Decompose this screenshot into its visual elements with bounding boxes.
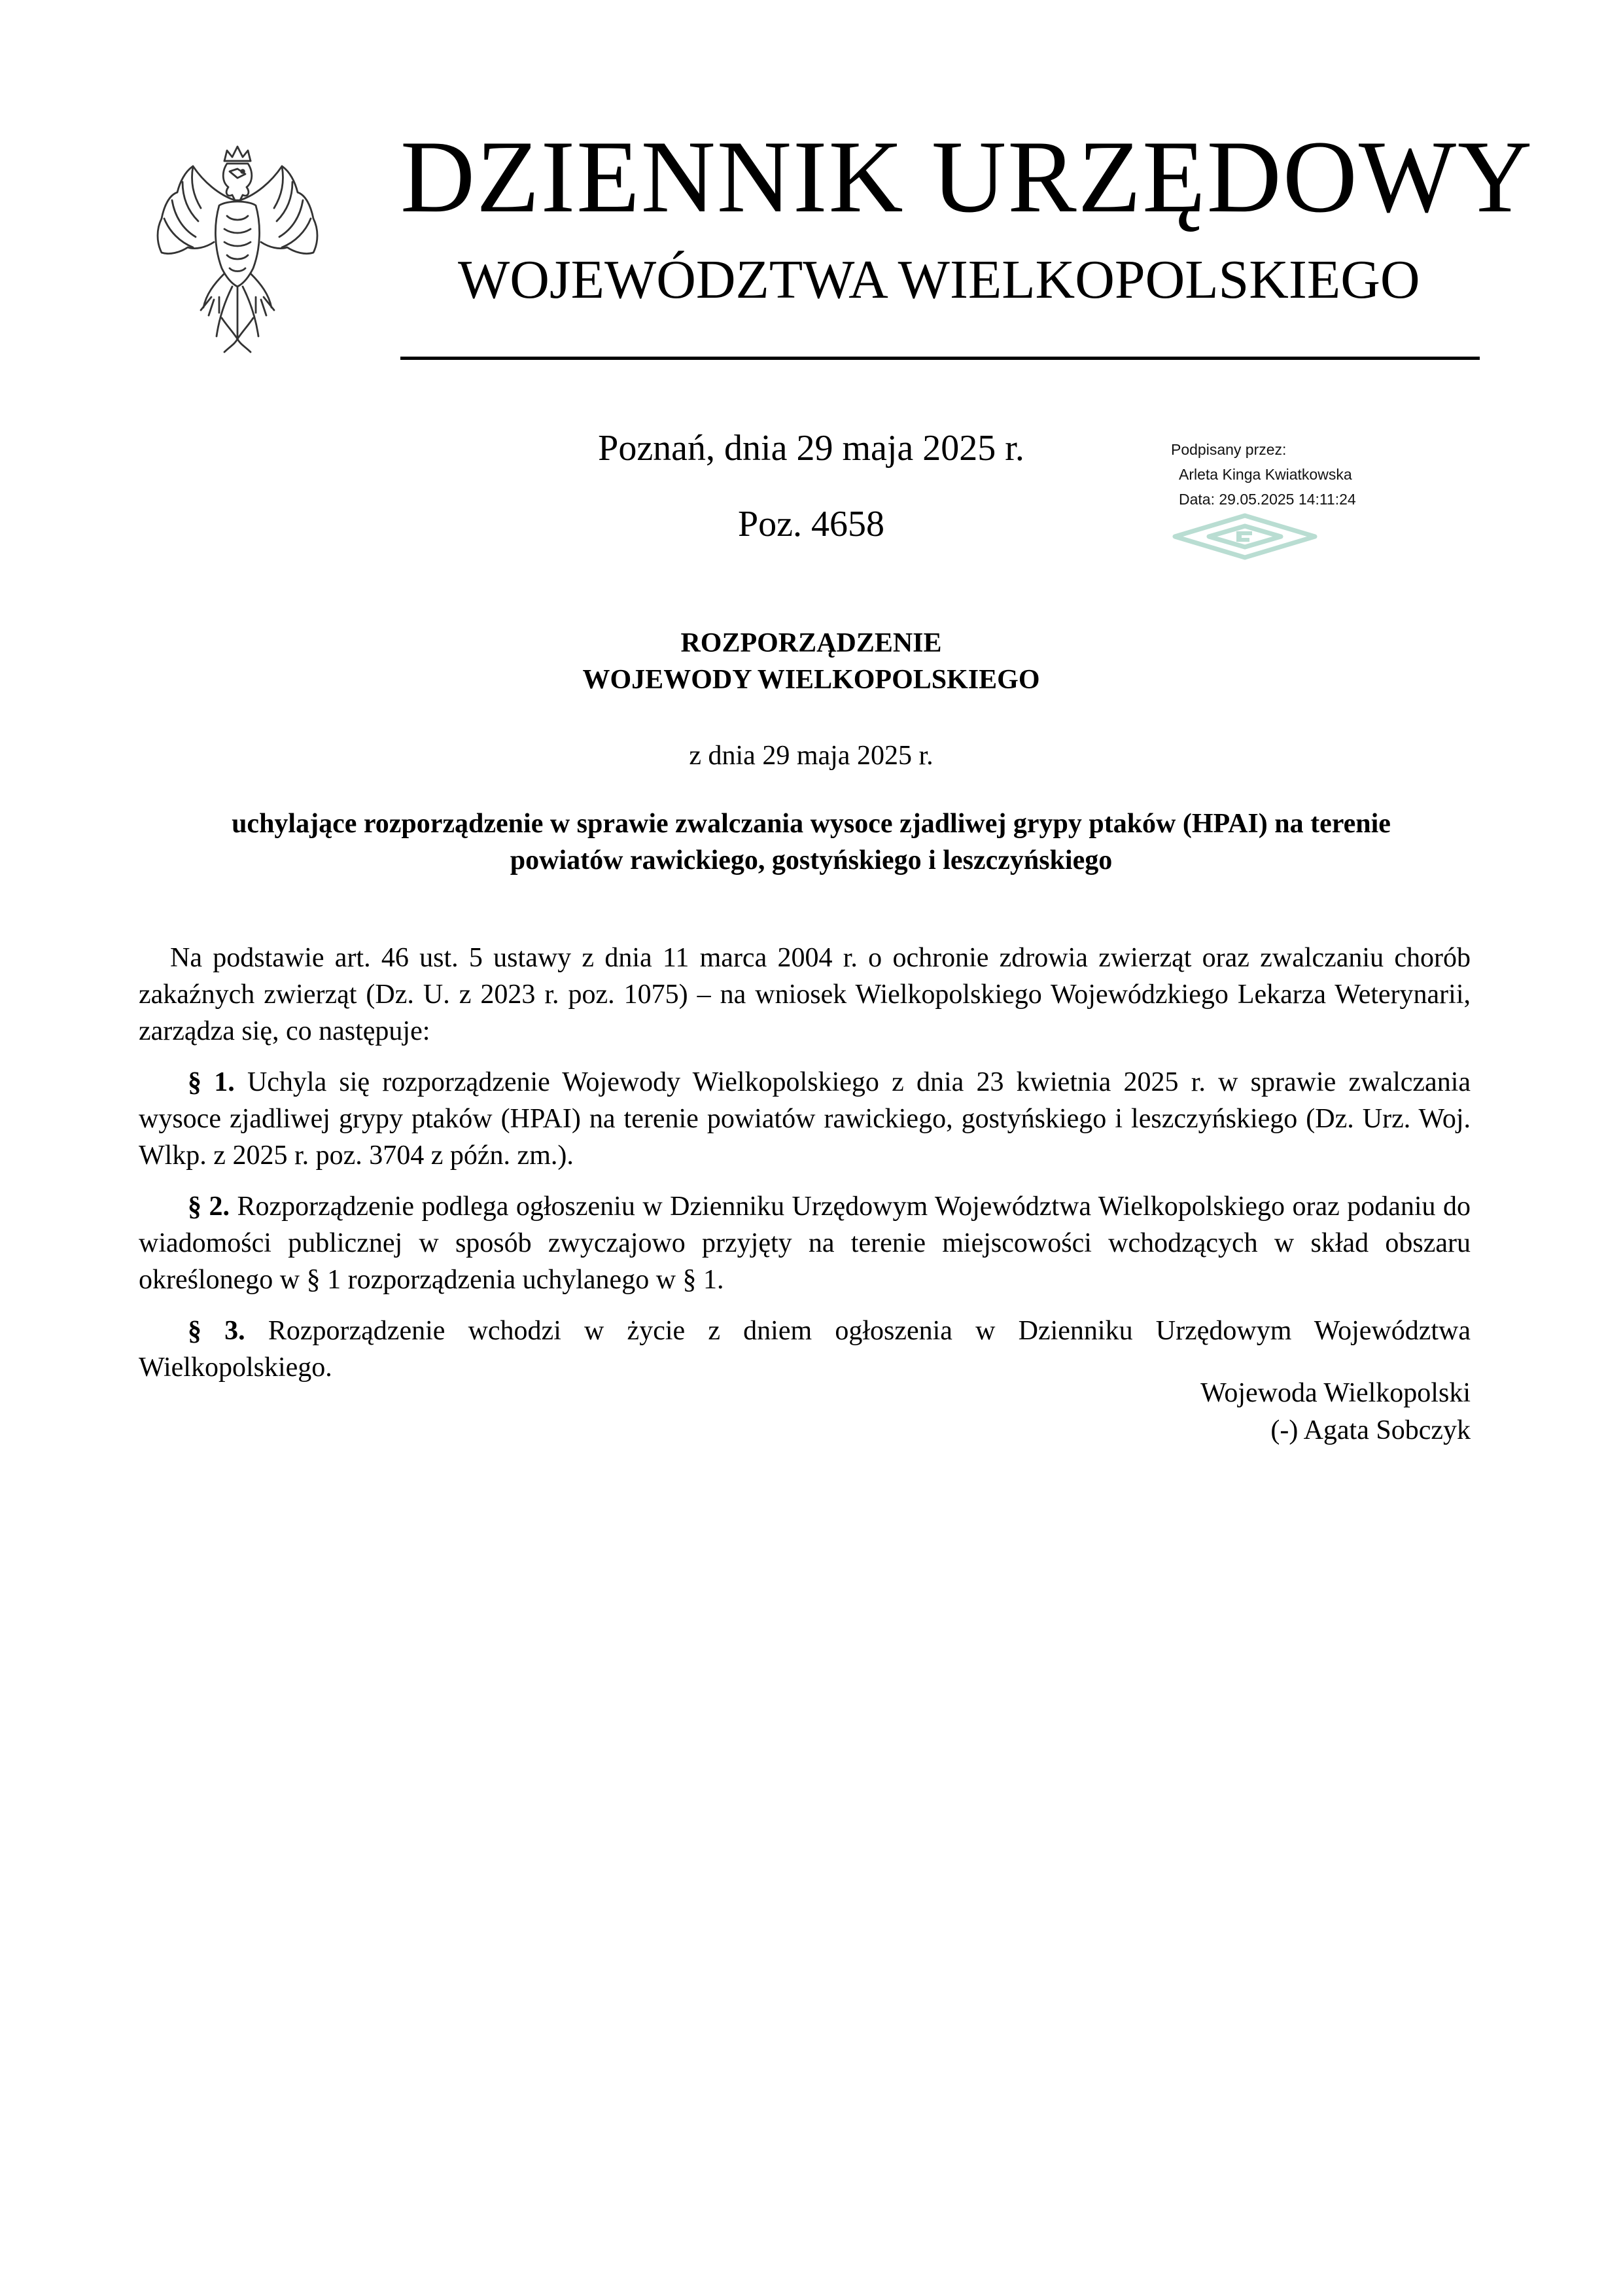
masthead-divider — [400, 357, 1480, 360]
issue-place-date: Poznań, dnia 29 maja 2025 r. — [598, 428, 1024, 468]
signature-signer: Arleta Kinga Kwiatkowska — [1179, 466, 1352, 483]
signatory-name: (-) Agata Sobczyk — [1270, 1415, 1471, 1445]
document-subject-line: uchylające rozporządzenie w sprawie zwalczania wysoce zjadliwej grypy ptaków (HPAI) na terenie — [232, 809, 1391, 839]
signature-label: Podpisany przez: — [1171, 441, 1287, 458]
eagle-emblem-icon — [145, 143, 330, 365]
document-subject-line: powiatów rawickiego, gostyńskiego i leszczyńskiego — [510, 845, 1113, 875]
section-number: § 1. — [188, 1067, 235, 1097]
section-text: Rozporządzenie wchodzi w życie z dniem ogłoszenia w Dzienniku Urzędowym Województwa Wielkopolskiego. — [139, 1316, 1471, 1383]
section-text: Uchyla się rozporządzenie Wojewody Wielkopolskiego z dnia 23 kwietnia 2025 r. w sprawie zwalczania wysoce zjadliwej grypy ptaków (HPAI) na terenie powiatów rawickiego, gostyńskiego i leszczyńskiego (Dz. Urz. Woj. Wlkp. z 2025 r. poz. 3704 z późn. zm.). — [139, 1067, 1471, 1171]
section-paragraph — [139, 1064, 1471, 1174]
issue-position: Poz. 4658 — [738, 504, 884, 544]
signatory-office: Wojewoda Wielkopolski — [1200, 1378, 1471, 1408]
masthead-subtitle: WOJEWÓDZTWA WIELKOPOLSKIEGO — [458, 249, 1420, 310]
masthead-title: DZIENNIK URZĘDOWY — [400, 120, 1534, 234]
intro-paragraph: Na podstawie art. 46 ust. 5 ustawy z dnia 11 marca 2004 r. o ochronie zdrowia zwierząt oraz zwalczaniu chorób zakaźnych zwierząt (Dz. U. z 2023 r. poz. 1075) – na wniosek Wielkopolskiego Wojewódzkiego Lekarza Weterynarii, zarządza się, co następuje: — [139, 943, 1471, 1046]
section-number: § 2. — [188, 1192, 230, 1222]
document-issuer-line: WOJEWODY WIELKOPOLSKIEGO — [582, 665, 1040, 695]
section-text: Rozporządzenie podlega ogłoszeniu w Dzienniku Urzędowym Województwa Wielkopolskiego oraz podaniu do wiadomości publicznej w sposób zwyczajowo przyjęty na terenie miejscowości wchodzących w skład obszaru określonego w § 1 rozporządzenia uchylanego w § 1. — [139, 1192, 1471, 1295]
document-body — [139, 940, 1471, 1400]
signature-date: Data: 29.05.2025 14:11:24 — [1179, 491, 1356, 508]
electronic-signature-block — [1171, 437, 1446, 512]
signatory-block — [981, 1375, 1471, 1449]
section-paragraph — [139, 1188, 1471, 1298]
section-number: § 3. — [188, 1316, 245, 1346]
document-type-line: ROZPORZĄDZENIE — [680, 628, 942, 658]
document-date: z dnia 29 maja 2025 r. — [689, 741, 934, 771]
document-subject — [157, 805, 1465, 879]
signature-verified-icon — [1170, 512, 1320, 561]
document-type — [157, 625, 1465, 698]
